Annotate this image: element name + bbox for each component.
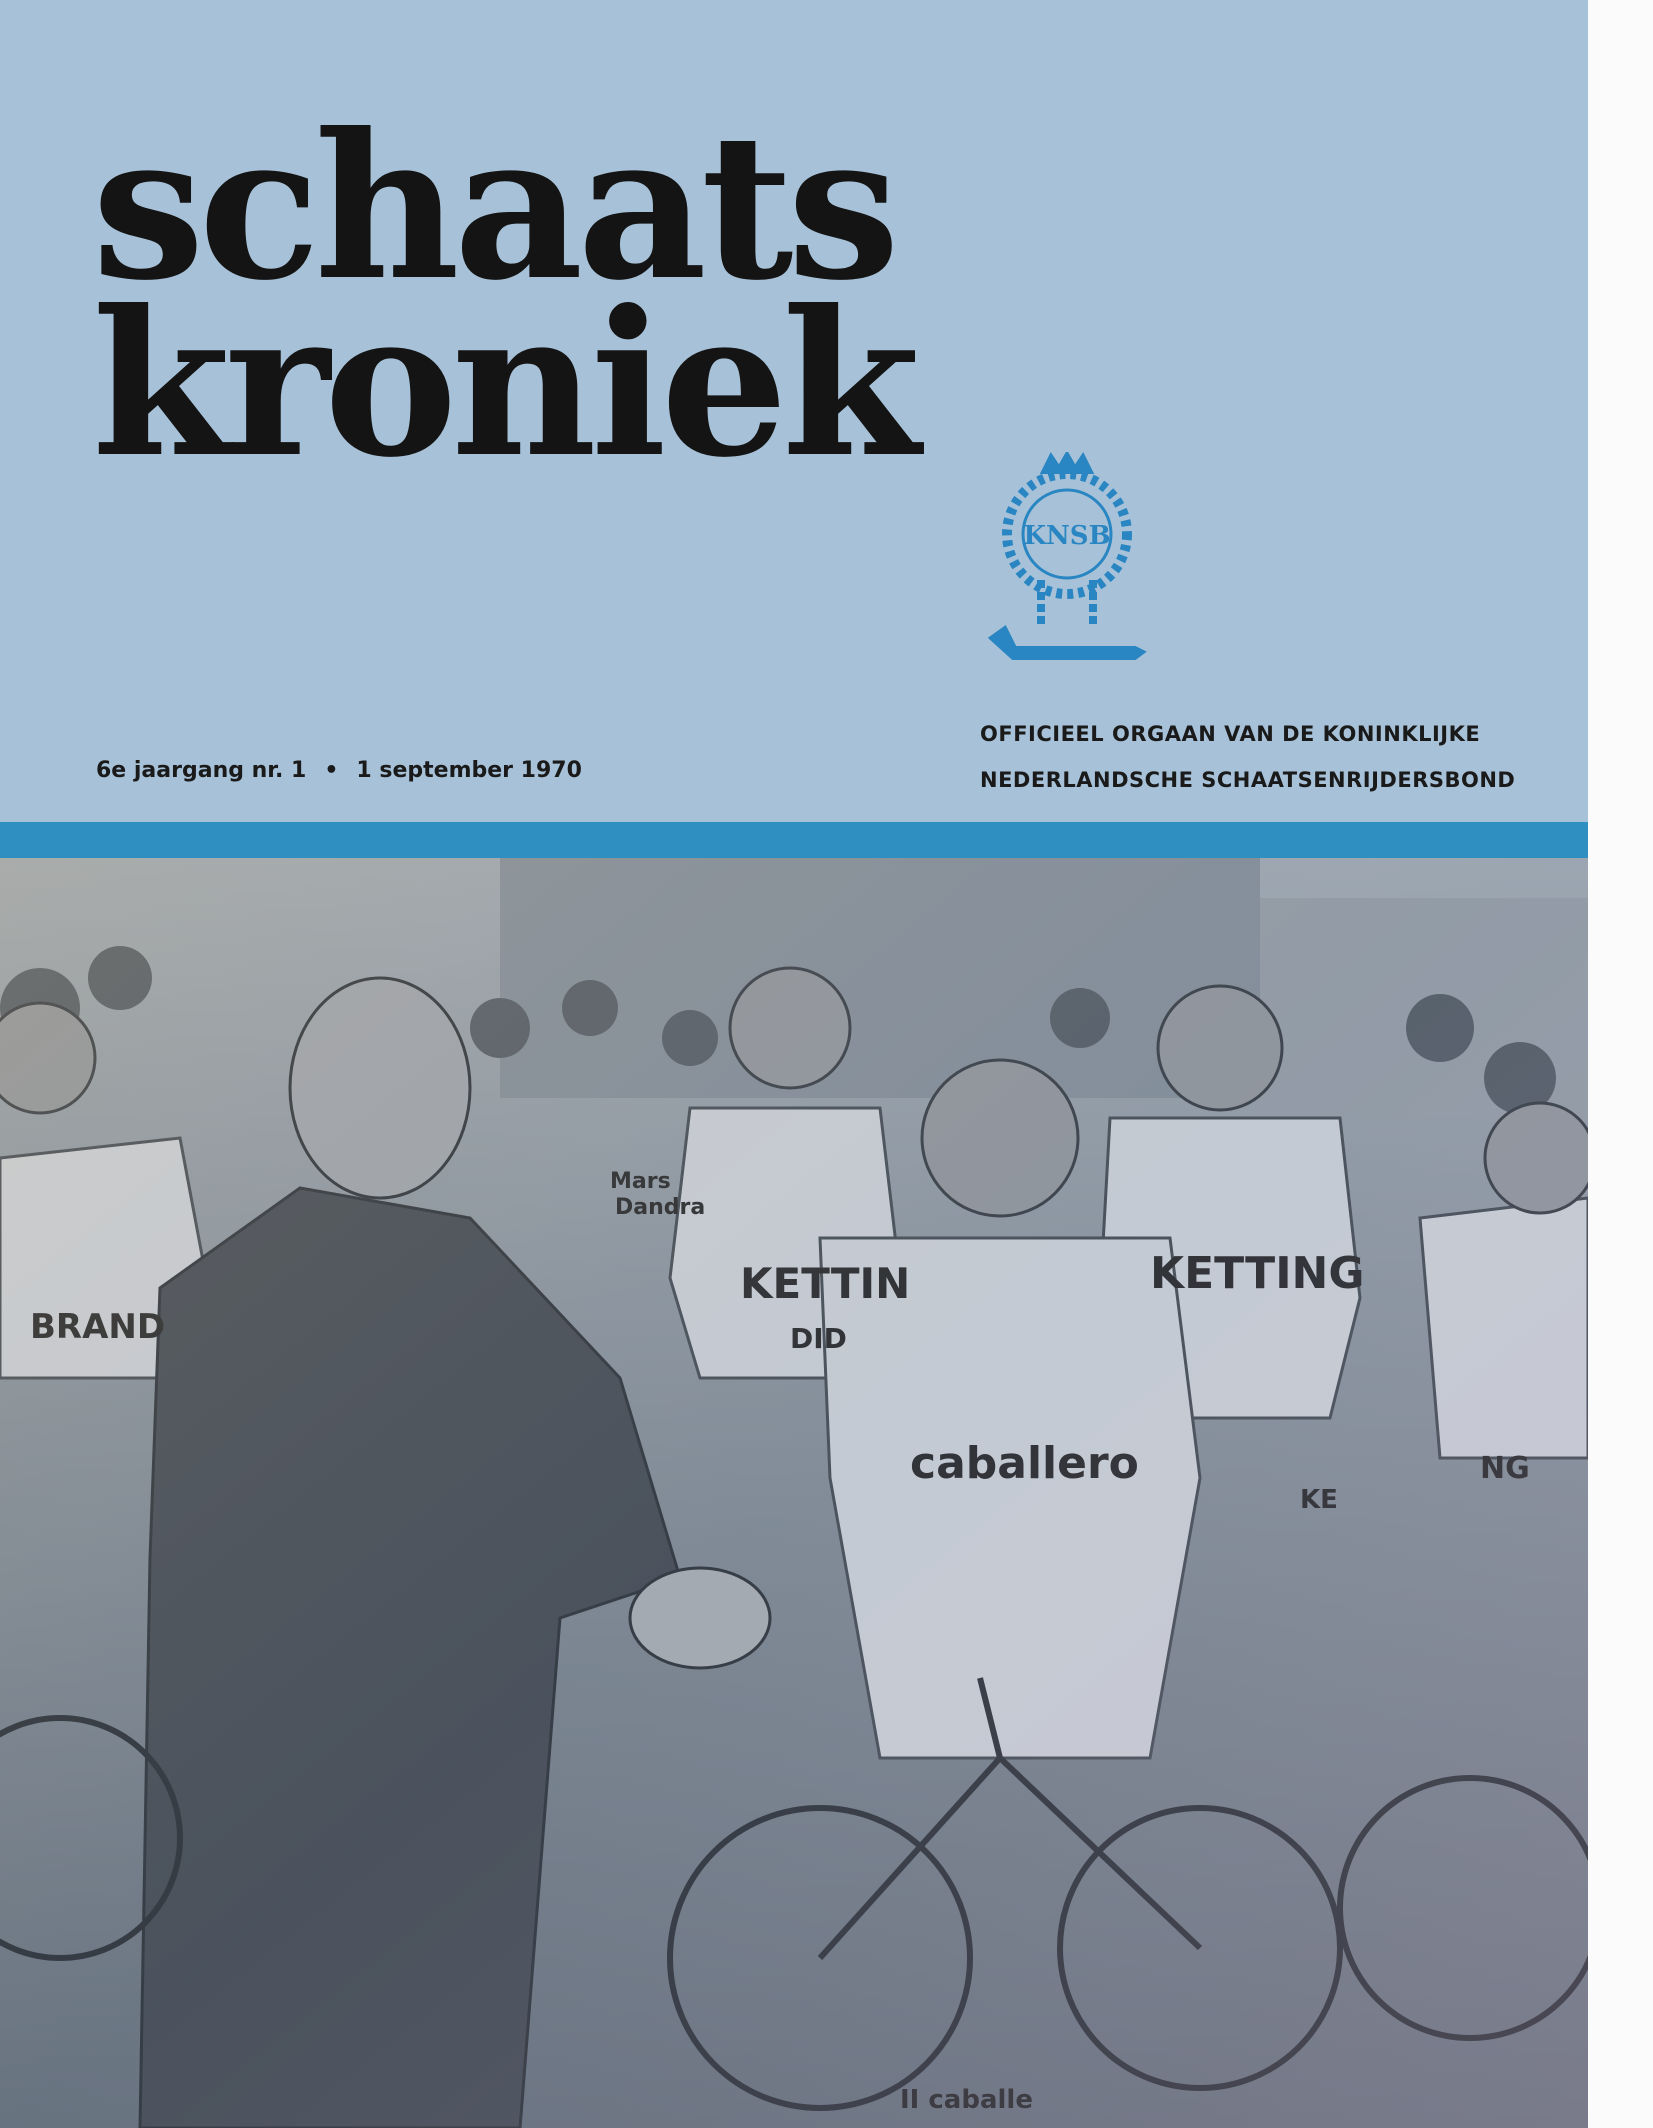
publisher-line-1: OFFICIEEL ORGAAN VAN DE KONINKLIJKE: [980, 722, 1481, 746]
publisher-line-2: NEDERLANDSCHE SCHAATSENRIJDERSBOND: [980, 768, 1516, 792]
issue-volume: 6e jaargang nr. 1: [96, 758, 307, 783]
page-margin: [1588, 0, 1653, 2128]
masthead-title-line-2: kroniek: [92, 267, 915, 502]
emblem-letters: KNSB: [1023, 521, 1111, 551]
knsb-emblem-logo: [985, 452, 1150, 688]
cover-photo-cyclists: [0, 858, 1588, 2128]
issue-info: [96, 758, 582, 783]
issue-bullet: •: [324, 758, 339, 783]
blue-divider-stripe: [0, 822, 1588, 858]
issue-date: 1 september 1970: [356, 758, 582, 783]
masthead-title-line-1: schaats: [92, 90, 894, 325]
